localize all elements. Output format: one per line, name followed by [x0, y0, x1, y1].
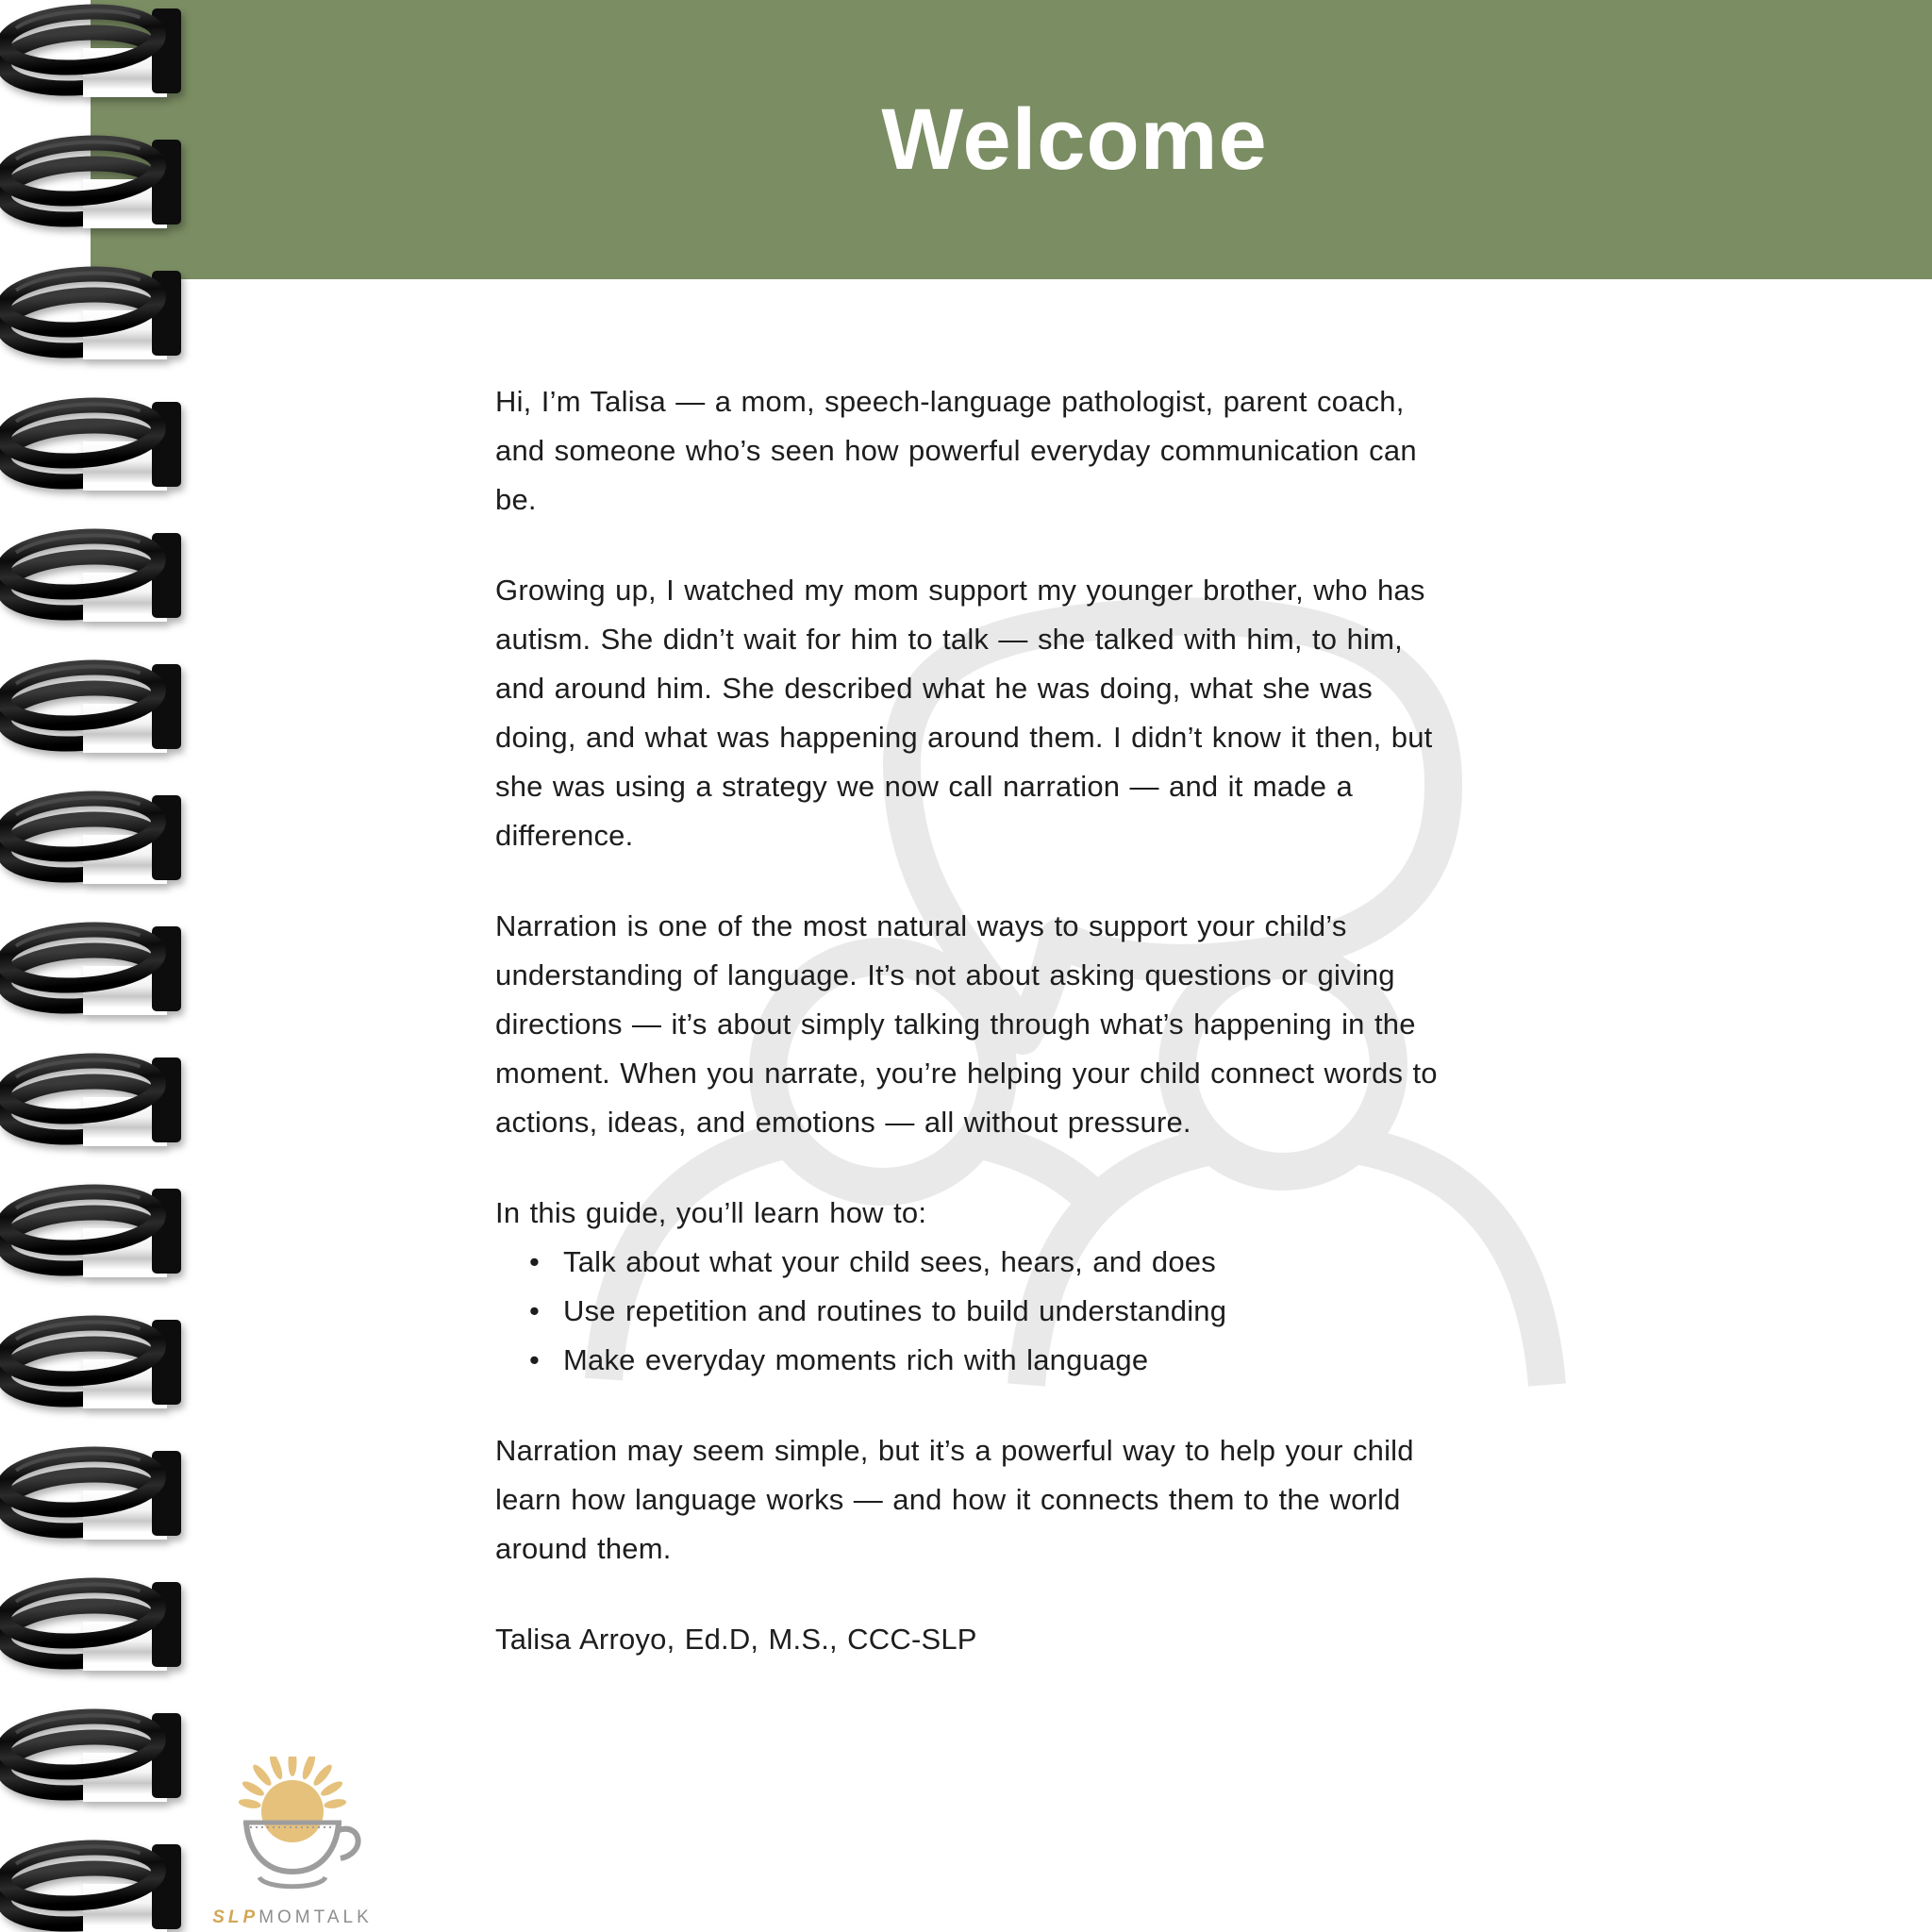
sun-icon — [261, 1780, 324, 1842]
binding-coil — [0, 527, 185, 622]
header — [217, 0, 1932, 279]
binding-coil — [0, 1052, 185, 1146]
guide-list-item: • Use repetition and routines to build understanding — [495, 1287, 1453, 1336]
binding-coil — [0, 3, 185, 97]
coil-wire-icon — [0, 1576, 185, 1671]
closing-paragraph: Narration may seem simple, but it’s a powerful way to help your child learn how language works — and how it connects them to the world around them. — [495, 1434, 1414, 1565]
page-title: Welcome — [881, 92, 1268, 188]
coil-wire-icon — [0, 1314, 185, 1408]
guide-list-item: • Make everyday moments rich with language — [495, 1336, 1453, 1385]
binding-coil — [0, 134, 185, 228]
binding-coil — [0, 1183, 185, 1277]
intro-paragraph: Hi, I’m Talisa — a mom, speech-language pathologist, parent coach, and someone who’s seen how powerful everyday communication can be. — [495, 385, 1417, 516]
binding-coil — [0, 1839, 185, 1932]
binding-coil — [0, 790, 185, 884]
binding-coil — [0, 658, 185, 753]
brand-wordmark — [209, 1908, 375, 1926]
brand-logo — [209, 1757, 375, 1926]
binding-coil — [0, 265, 185, 359]
binding-coil — [0, 1314, 185, 1408]
story-paragraph: Growing up, I watched my mom support my younger brother, who has autism. She didn’t wait for him to talk — she talked with him, to him, and around him. She described what he was doing, what she was doing, and what was happening around them. I didn’t know it then, but she was using a strategy we now call narration — and it made a difference. — [495, 574, 1433, 852]
coil-wire-icon — [0, 1445, 185, 1540]
brand-wordmark-momtalk: MOMTALK — [258, 1907, 373, 1927]
coil-wire-icon — [0, 134, 185, 228]
coil-wire-icon — [0, 3, 185, 97]
coil-wire-icon — [0, 790, 185, 884]
coil-wire-icon — [0, 1183, 185, 1277]
coil-wire-icon — [0, 1707, 185, 1802]
binding-coil — [0, 1576, 185, 1671]
coil-wire-icon — [0, 658, 185, 753]
guide-list — [495, 1238, 1453, 1385]
coil-wire-icon — [0, 1052, 185, 1146]
guide-list-intro: In this guide, you’ll learn how to: — [495, 1196, 927, 1229]
coil-wire-icon — [0, 527, 185, 622]
guide-list-item: • Talk about what your child sees, hears, and does — [495, 1238, 1453, 1287]
coil-wire-icon — [0, 921, 185, 1015]
signature: Talisa Arroyo, Ed.D, M.S., CCC-SLP — [495, 1623, 977, 1656]
brand-wordmark-slp: SLP — [212, 1907, 259, 1927]
binding-coil — [0, 921, 185, 1015]
coil-wire-icon — [0, 1839, 185, 1932]
binding-coil — [0, 1707, 185, 1802]
binding-coil — [0, 1445, 185, 1540]
coil-wire-icon — [0, 265, 185, 359]
spiral-binding — [0, 0, 189, 1932]
binding-coil — [0, 396, 185, 491]
narration-paragraph: Narration is one of the most natural ways to support your child’s understanding of language. It’s not about asking questions or giving directions — it’s about simply talking through what’s happening in the moment. When you narrate, you’re helping your child connect words to actions, ideas, and emotions — all without pressure. — [495, 909, 1438, 1139]
coil-wire-icon — [0, 396, 185, 491]
sun-in-cup-icon — [212, 1757, 373, 1898]
letter-body — [495, 377, 1453, 1664]
